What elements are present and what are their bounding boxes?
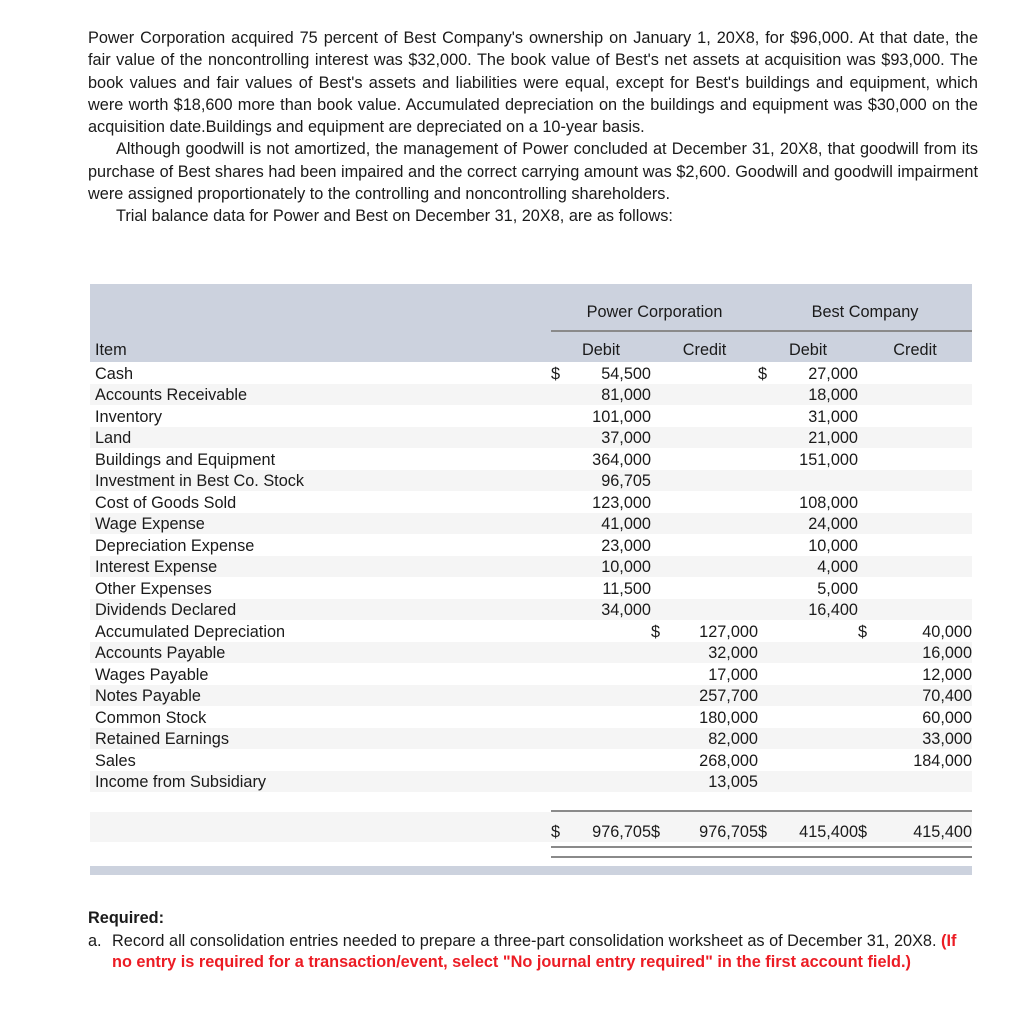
totals-spacer-row <box>90 792 972 803</box>
cell-power-debit: 96,705 <box>573 470 651 492</box>
cell-best-credit <box>880 771 972 793</box>
group-header-rule-row <box>90 325 972 332</box>
cell-power-debit: 101,000 <box>592 407 651 426</box>
cell-power-credit <box>673 448 758 470</box>
cell-power-credit-symbol <box>651 448 673 470</box>
cell-item: Retained Earnings <box>90 728 551 750</box>
totals-double-rule-row <box>90 842 972 858</box>
table-row <box>90 470 972 492</box>
cell-power-credit <box>673 599 758 621</box>
table-row <box>90 599 972 621</box>
cell-best-debit: 5,000 <box>817 579 858 598</box>
table-row <box>90 384 972 406</box>
cell-power-debit: 41,000 <box>573 513 651 535</box>
cell-power-credit-symbol <box>651 706 673 728</box>
cell-best-credit-symbol <box>858 728 880 750</box>
cell-power-credit-symbol <box>651 513 673 535</box>
cell-item: Accumulated Depreciation <box>95 622 286 641</box>
cell-best-debit: 27,000 <box>808 364 858 383</box>
table-row <box>90 491 972 513</box>
totals-power-credit-symbol: $ <box>651 812 673 842</box>
cell-item: Cost of Goods Sold <box>95 493 237 512</box>
table-row <box>90 642 972 664</box>
table-row <box>90 513 972 535</box>
cell-best-debit <box>780 771 858 793</box>
table-row <box>90 706 972 728</box>
cell-power-debit-symbol <box>551 491 573 513</box>
cell-best-credit: 40,000 <box>922 622 973 641</box>
cell-best-credit <box>880 448 972 470</box>
cell-power-debit: 34,000 <box>573 599 651 621</box>
cell-best-credit-symbol <box>858 405 880 427</box>
cell-best-debit <box>780 728 858 750</box>
cell-best-debit-symbol <box>758 663 780 685</box>
trial-balance-body <box>90 284 972 858</box>
cell-power-credit: 127,000 <box>699 622 758 641</box>
required-item-a-marker: a. <box>88 931 102 950</box>
cell-power-credit-symbol <box>651 534 673 556</box>
cell-power-credit-symbol <box>651 470 673 492</box>
cell-best-debit <box>780 685 858 707</box>
cell-power-credit-symbol <box>651 749 673 771</box>
cell-best-debit: 24,000 <box>780 513 858 535</box>
cell-best-credit: 184,000 <box>913 751 973 770</box>
table-row <box>90 749 972 771</box>
cell-best-credit <box>880 513 972 535</box>
cell-best-credit-symbol <box>858 599 880 621</box>
cell-power-debit-symbol <box>551 448 573 470</box>
column-header-best-credit: Credit <box>858 332 972 362</box>
cell-power-credit <box>673 384 758 406</box>
cell-power-debit-symbol <box>551 405 573 427</box>
cell-power-debit: 11,500 <box>602 579 651 598</box>
totals-double-rule <box>551 846 972 858</box>
group-rule-blank <box>90 325 551 332</box>
cell-best-credit-symbol <box>858 663 880 685</box>
cell-best-debit <box>780 470 858 492</box>
cell-power-credit: 32,000 <box>673 642 758 664</box>
cell-best-debit-symbol: $ <box>758 364 768 383</box>
table-row <box>90 728 972 750</box>
cell-best-debit-symbol <box>758 706 780 728</box>
cell-power-credit-symbol <box>651 577 673 599</box>
cell-item: Interest Expense <box>90 556 551 578</box>
cell-power-debit-symbol <box>551 771 573 793</box>
cell-best-debit-symbol <box>758 620 780 642</box>
cell-item: Sales <box>95 751 136 770</box>
totals-best-credit-symbol: $ <box>858 812 880 842</box>
cell-best-debit: 151,000 <box>799 450 858 469</box>
cell-power-debit: 37,000 <box>573 427 651 449</box>
cell-best-debit-symbol <box>758 384 780 406</box>
cell-power-debit-symbol <box>551 534 573 556</box>
cell-power-debit: 81,000 <box>573 384 651 406</box>
cell-item: Land <box>90 427 551 449</box>
cell-power-credit: 180,000 <box>699 708 758 727</box>
cell-power-debit <box>573 706 651 728</box>
cell-best-debit-symbol <box>758 448 780 470</box>
cell-item: Accounts Payable <box>90 642 551 664</box>
totals-best-credit: 415,400 <box>880 812 972 842</box>
table-row <box>90 534 972 556</box>
totals-power-debit-symbol: $ <box>551 812 573 842</box>
cell-best-credit-symbol <box>858 362 880 384</box>
table-row <box>90 620 972 642</box>
cell-power-credit <box>673 405 758 427</box>
cell-best-credit-symbol <box>858 749 880 771</box>
cell-power-credit-symbol <box>651 491 673 513</box>
cell-best-debit-symbol <box>758 427 780 449</box>
group-header-power: Power Corporation <box>551 284 758 325</box>
cell-best-debit-symbol <box>758 534 780 556</box>
cell-item: Inventory <box>95 407 162 426</box>
cell-best-debit <box>780 642 858 664</box>
cell-best-debit: 31,000 <box>808 407 858 426</box>
required-section <box>88 908 980 974</box>
cell-power-debit: 54,500 <box>601 364 651 383</box>
group-header-blank <box>90 284 551 325</box>
cell-best-debit-symbol <box>758 599 780 621</box>
cell-best-debit: 16,400 <box>780 599 858 621</box>
cell-power-debit-symbol <box>551 470 573 492</box>
cell-power-credit <box>673 513 758 535</box>
totals-spacer-cell <box>90 792 972 803</box>
cell-best-debit: 21,000 <box>780 427 858 449</box>
cell-best-debit <box>780 706 858 728</box>
table-column-header-row <box>90 332 972 362</box>
problem-statement <box>88 27 978 228</box>
column-header-item: Item <box>90 332 551 362</box>
cell-best-credit-symbol <box>858 577 880 599</box>
cell-power-credit: 82,000 <box>673 728 758 750</box>
cell-item: Depreciation Expense <box>95 536 255 555</box>
cell-power-credit: 17,000 <box>708 665 758 684</box>
cell-best-debit: 108,000 <box>799 493 858 512</box>
cell-best-debit <box>780 663 858 685</box>
cell-power-debit-symbol <box>551 427 573 449</box>
cell-best-debit-symbol <box>758 491 780 513</box>
cell-power-credit <box>673 534 758 556</box>
cell-power-credit-symbol <box>651 663 673 685</box>
cell-best-credit-symbol <box>858 491 880 513</box>
section-separator-bar <box>90 866 972 875</box>
cell-power-credit-symbol <box>651 771 673 793</box>
cell-power-debit <box>573 728 651 750</box>
cell-best-debit-symbol <box>758 513 780 535</box>
cell-best-credit <box>880 427 972 449</box>
cell-power-debit: 10,000 <box>573 556 651 578</box>
cell-power-credit: 13,005 <box>673 771 758 793</box>
cell-power-credit <box>673 491 758 513</box>
cell-power-debit-symbol <box>551 556 573 578</box>
table-row <box>90 448 972 470</box>
cell-item: Other Expenses <box>95 579 212 598</box>
cell-power-debit-symbol <box>551 620 573 642</box>
totals-best-debit-symbol: $ <box>758 812 780 842</box>
cell-best-credit-symbol <box>858 534 880 556</box>
cell-best-credit: 12,000 <box>922 665 973 684</box>
cell-best-credit-symbol: $ <box>858 622 868 641</box>
cell-power-credit-symbol <box>651 362 673 384</box>
cell-best-credit-symbol <box>858 470 880 492</box>
cell-power-credit-symbol <box>651 556 673 578</box>
totals-rule-blank <box>90 803 551 812</box>
cell-power-debit <box>573 663 651 685</box>
cell-power-credit <box>673 362 758 384</box>
cell-power-credit-symbol <box>651 728 673 750</box>
cell-best-credit <box>880 405 972 427</box>
cell-item: Common Stock <box>95 708 207 727</box>
cell-power-debit <box>573 685 651 707</box>
totals-power-credit: 976,705 <box>673 812 758 842</box>
required-item-a-text: Record all consolidation entries needed to prepare a three-part consolidation worksheet as of December 31, 20X8. <box>112 931 942 950</box>
cell-best-debit-symbol <box>758 577 780 599</box>
cell-power-credit: 257,700 <box>673 685 758 707</box>
column-header-best-debit: Debit <box>758 332 858 362</box>
cell-power-credit-symbol <box>651 685 673 707</box>
table-row <box>90 405 972 427</box>
cell-power-debit-symbol <box>551 513 573 535</box>
cell-best-credit-symbol <box>858 384 880 406</box>
cell-power-debit-symbol <box>551 384 573 406</box>
cell-power-credit-symbol <box>651 599 673 621</box>
column-header-power-credit: Credit <box>651 332 758 362</box>
cell-power-credit-symbol <box>651 384 673 406</box>
cell-best-credit-symbol <box>858 513 880 535</box>
cell-power-debit: 123,000 <box>592 493 651 512</box>
totals-item-label <box>90 812 551 842</box>
group-rule-line <box>551 325 972 332</box>
cell-power-debit <box>573 771 651 793</box>
cell-best-credit <box>880 384 972 406</box>
group-header-best: Best Company <box>758 284 972 325</box>
cell-best-credit-symbol <box>858 706 880 728</box>
totals-top-rule-row <box>90 803 972 812</box>
cell-power-debit: 364,000 <box>592 450 651 469</box>
cell-best-debit <box>780 749 858 771</box>
cell-best-debit-symbol <box>758 771 780 793</box>
table-row <box>90 427 972 449</box>
cell-best-credit <box>880 362 972 384</box>
cell-power-debit-symbol <box>551 663 573 685</box>
table-row <box>90 577 972 599</box>
cell-best-debit-symbol <box>758 470 780 492</box>
cell-item: Notes Payable <box>90 685 551 707</box>
table-row <box>90 362 972 384</box>
cell-power-debit <box>573 620 651 642</box>
totals-best-debit: 415,400 <box>780 812 858 842</box>
cell-item: Wage Expense <box>90 513 551 535</box>
cell-power-debit <box>573 749 651 771</box>
cell-best-debit: 18,000 <box>780 384 858 406</box>
cell-item: Income from Subsidiary <box>90 771 551 793</box>
totals-power-debit: 976,705 <box>573 812 651 842</box>
problem-paragraph-1: Power Corporation acquired 75 percent of Best Company's ownership on January 1, 20X8, for $96,000. At that date, the fair value of the noncontrolling interest was $32,000. The book value of Best's net assets at acquisition was $93,000. The book values and fair values of Best's assets and liabilities were equal, except for Best's buildings and equipment, which were worth $18,600 more than book value. Accumulated depreciation on the buildings and equipment was $30,000 on the acquisition date.Buildings and equipment are depreciated on a 10-year basis. <box>88 29 978 137</box>
cell-best-credit: 70,400 <box>880 685 972 707</box>
cell-power-credit-symbol <box>651 427 673 449</box>
table-row <box>90 771 972 793</box>
table-row <box>90 556 972 578</box>
cell-best-credit-symbol <box>858 427 880 449</box>
cell-best-credit-symbol <box>858 448 880 470</box>
cell-power-debit-symbol <box>551 577 573 599</box>
cell-power-credit <box>673 556 758 578</box>
cell-power-debit-symbol: $ <box>551 364 561 383</box>
double-rule-blank <box>90 842 551 858</box>
required-title: Required: <box>88 909 164 927</box>
cell-best-debit: 4,000 <box>780 556 858 578</box>
cell-power-credit-symbol <box>651 405 673 427</box>
cell-power-debit-symbol <box>551 706 573 728</box>
cell-best-credit-symbol <box>858 556 880 578</box>
cell-best-credit <box>880 470 972 492</box>
cell-best-debit-symbol <box>758 685 780 707</box>
cell-item: Investment in Best Co. Stock <box>90 470 551 492</box>
cell-power-credit-symbol: $ <box>651 622 661 641</box>
cell-power-credit-symbol <box>651 642 673 664</box>
cell-best-debit-symbol <box>758 405 780 427</box>
cell-best-credit-symbol <box>858 685 880 707</box>
trial-balance-table <box>90 284 972 858</box>
cell-power-credit: 268,000 <box>699 751 758 770</box>
cell-best-credit <box>880 556 972 578</box>
cell-best-credit <box>880 491 972 513</box>
required-item-a <box>88 931 980 974</box>
cell-item: Dividends Declared <box>90 599 551 621</box>
cell-item: Cash <box>95 364 134 383</box>
cell-power-credit <box>673 470 758 492</box>
cell-best-debit-symbol <box>758 749 780 771</box>
cell-best-credit: 60,000 <box>922 708 973 727</box>
cell-power-credit <box>673 577 758 599</box>
cell-item: Buildings and Equipment <box>95 450 276 469</box>
cell-power-debit-symbol <box>551 685 573 707</box>
cell-best-debit <box>780 620 858 642</box>
cell-best-credit <box>880 534 972 556</box>
cell-power-debit-symbol <box>551 599 573 621</box>
cell-best-credit <box>880 577 972 599</box>
cell-best-debit-symbol <box>758 728 780 750</box>
cell-best-credit: 33,000 <box>880 728 972 750</box>
cell-power-debit-symbol <box>551 749 573 771</box>
problem-paragraph-2: Although goodwill is not amortized, the management of Power concluded at December 31, 20X8, that goodwill from its purchase of Best shares had been impaired and the correct carrying amount was $2,600. Goodwill and goodwill impairment were assigned proportionately to the controlling and noncontrolling shareholders. <box>88 140 978 204</box>
double-rule-cell <box>551 842 972 858</box>
cell-best-debit-symbol <box>758 556 780 578</box>
table-row <box>90 663 972 685</box>
cell-power-debit-symbol <box>551 642 573 664</box>
cell-best-credit <box>880 599 972 621</box>
column-header-power-debit: Debit <box>551 332 651 362</box>
cell-best-credit: 16,000 <box>880 642 972 664</box>
table-totals-row <box>90 812 972 842</box>
cell-power-credit <box>673 427 758 449</box>
trial-balance-table-wrapper <box>90 284 972 858</box>
cell-best-debit: 10,000 <box>808 536 858 555</box>
problem-paragraph-3: Trial balance data for Power and Best on December 31, 20X8, are as follows: <box>116 207 673 226</box>
totals-rule-line <box>551 803 972 812</box>
required-item-a-note: (If no entry is required for a transaction/event, select "No journal entry required" in the first account field.) <box>112 931 957 971</box>
cell-item: Wages Payable <box>95 665 209 684</box>
table-group-header-row <box>90 284 972 325</box>
cell-power-debit: 23,000 <box>601 536 651 555</box>
cell-power-debit <box>573 642 651 664</box>
cell-best-credit-symbol <box>858 771 880 793</box>
cell-best-debit-symbol <box>758 642 780 664</box>
cell-power-debit-symbol <box>551 728 573 750</box>
cell-item: Accounts Receivable <box>90 384 551 406</box>
table-row <box>90 685 972 707</box>
cell-best-credit-symbol <box>858 642 880 664</box>
